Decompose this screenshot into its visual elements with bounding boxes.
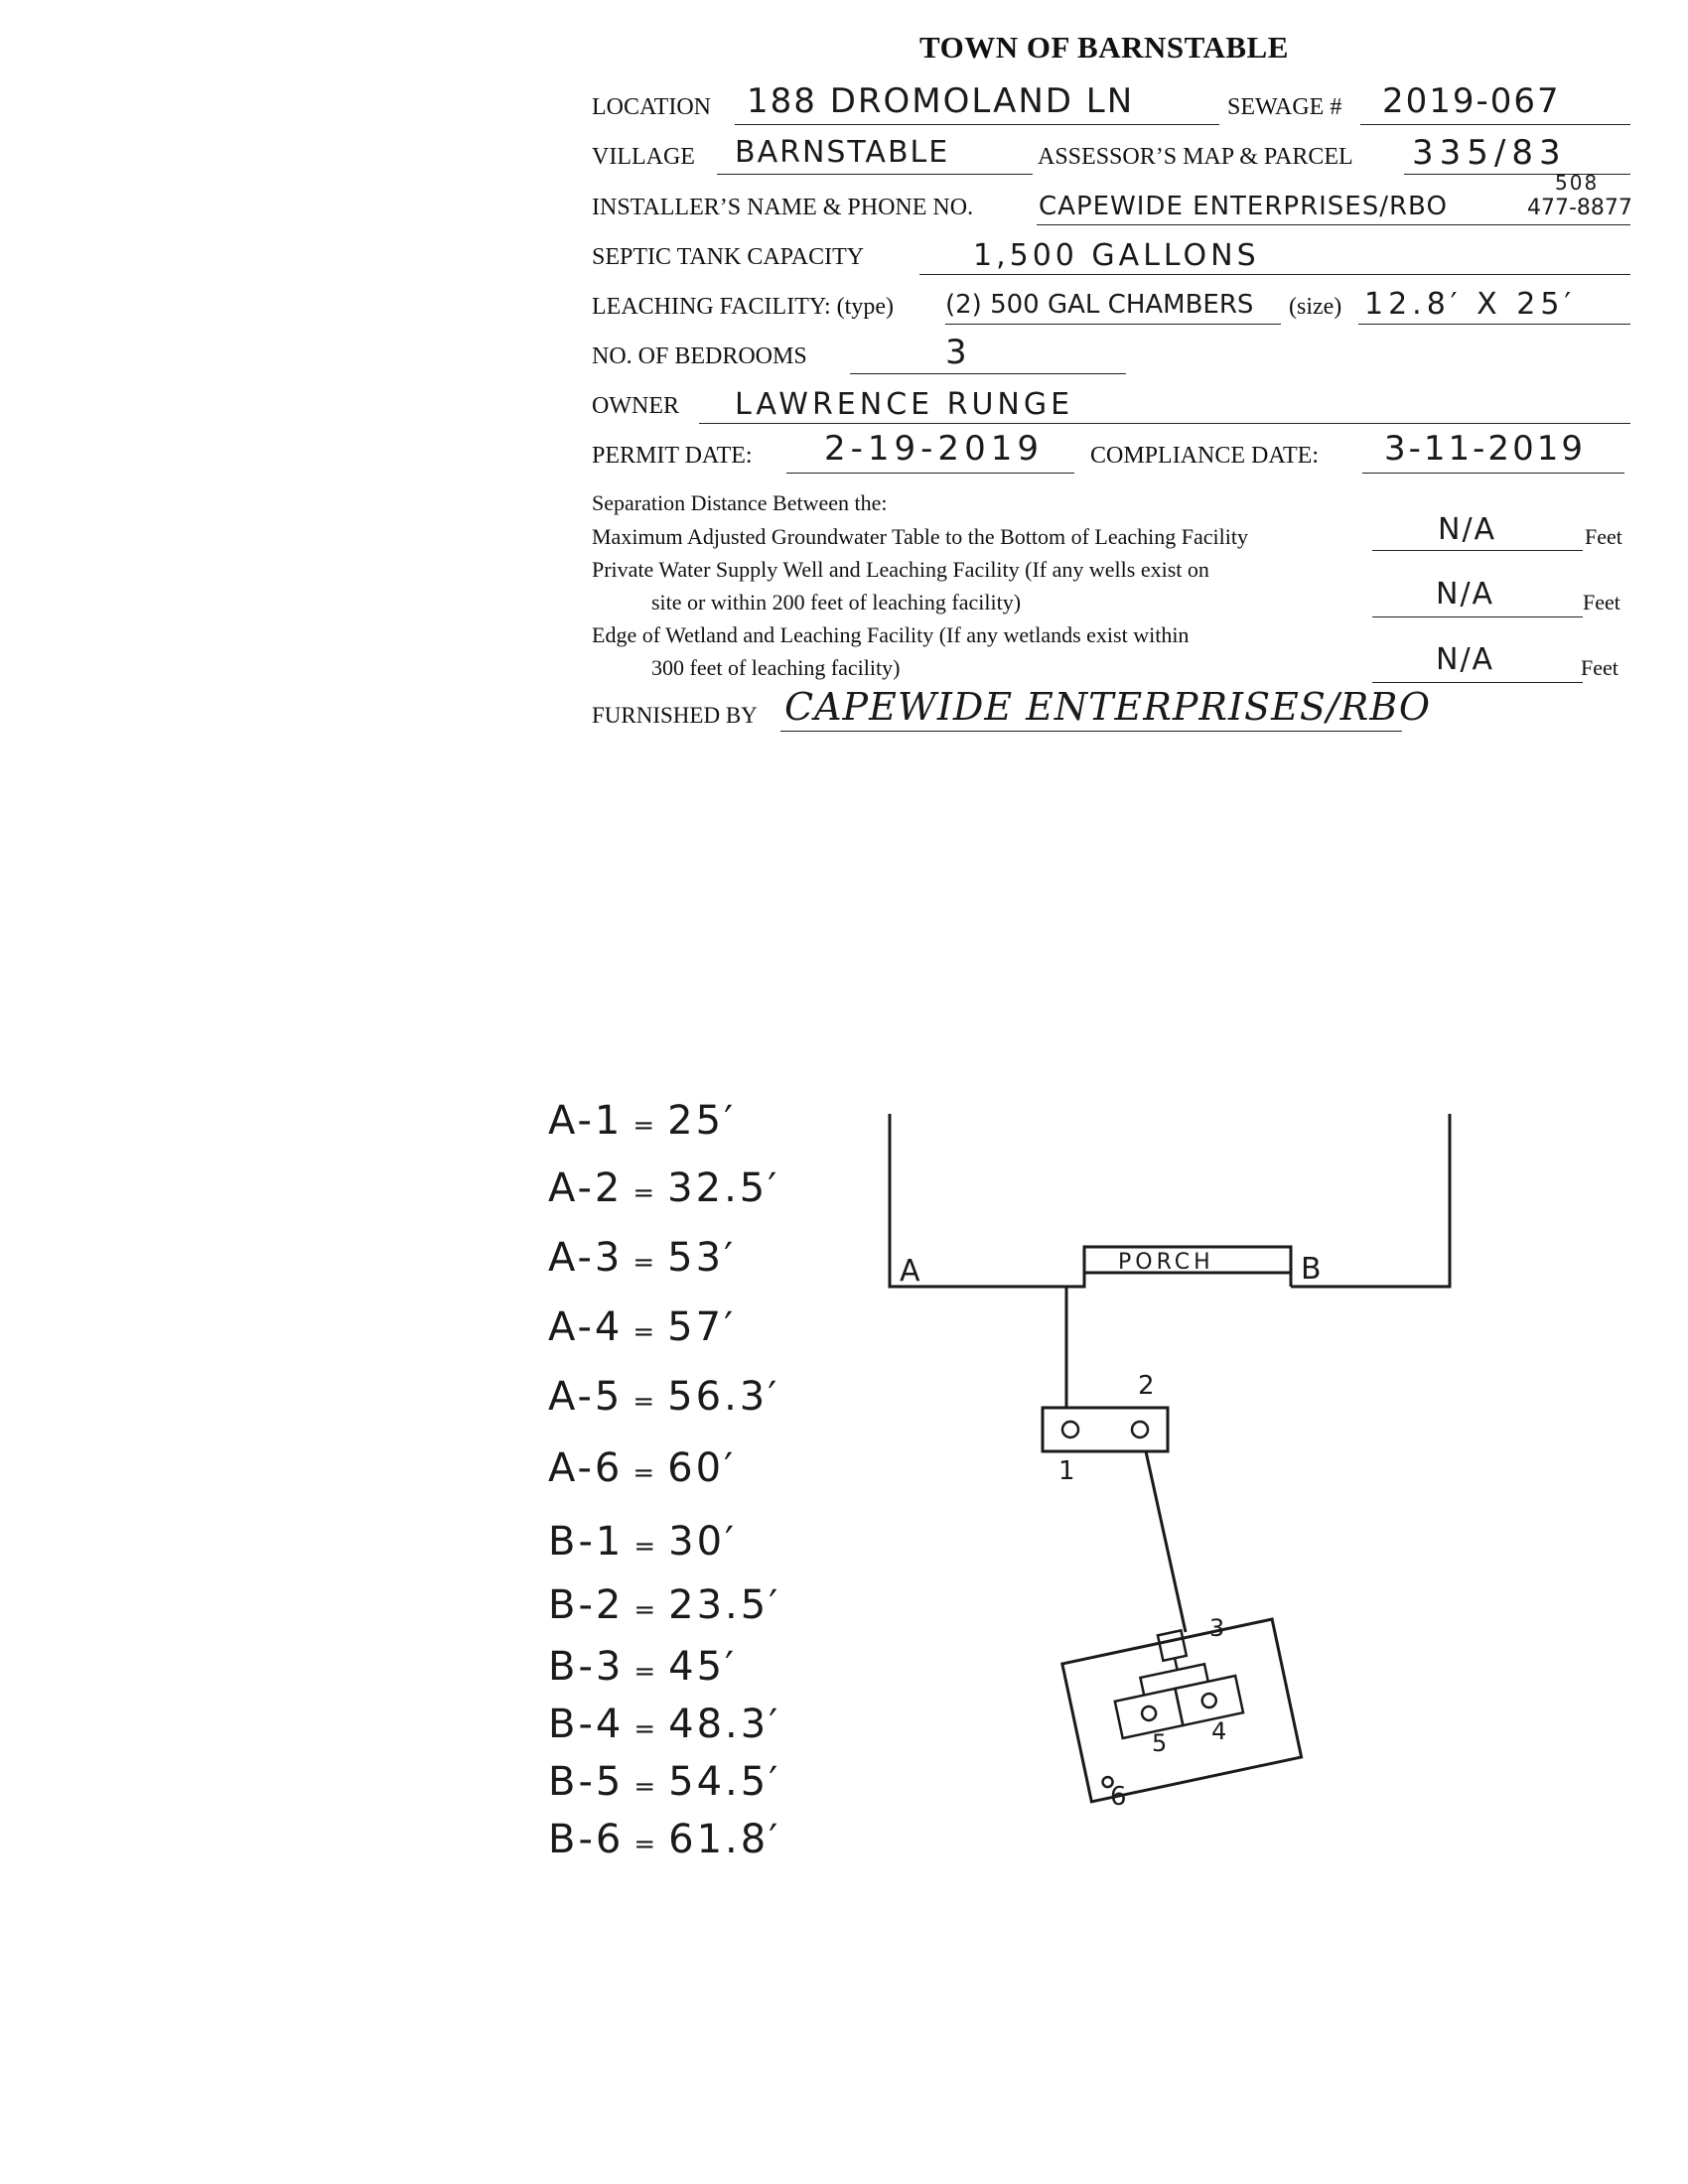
installer-phone: 477-8877 (1527, 196, 1632, 220)
tank-cover-2 (1132, 1422, 1148, 1437)
measurement-a-5: A-5 = 56.3′ (548, 1374, 780, 1420)
measurement-value: 61.8′ (668, 1817, 781, 1862)
leaching-field-outline (1062, 1619, 1302, 1802)
chamber-5-cover (1141, 1706, 1158, 1722)
furnished-signature: CAPEWIDE ENTERPRISES/RBO (784, 685, 1432, 729)
measurement-point: B-1 (548, 1519, 625, 1565)
point-label-3: 3 (1209, 1614, 1225, 1642)
leaching-label: LEACHING FACILITY: (type) (592, 294, 894, 320)
measurement-value: 48.3′ (668, 1702, 781, 1747)
separation-row-2-value: N/A (1436, 577, 1495, 612)
measurement-value: 32.5′ (667, 1165, 780, 1211)
village-label: VILLAGE (592, 144, 695, 170)
measurement-b-5: B-5 = 54.5′ (548, 1759, 781, 1805)
measurement-point: A-5 (548, 1374, 624, 1420)
measurement-a-2: A-2 = 32.5′ (548, 1165, 780, 1211)
distribution-box (1158, 1630, 1187, 1660)
tank-cover-1 (1062, 1422, 1078, 1437)
measurement-point: B-3 (548, 1644, 625, 1690)
separation-row-1-text: Maximum Adjusted Groundwater Table to the Bottom of Leaching Facility (592, 524, 1248, 549)
chamber-5 (1115, 1689, 1184, 1738)
separation-row-1-unit: Feet (1585, 524, 1622, 549)
location-label: LOCATION (592, 94, 711, 120)
measurement-point: B-6 (548, 1817, 625, 1862)
installer-area-code: 508 (1555, 171, 1600, 195)
measurement-b-6: B-6 = 61.8′ (548, 1817, 781, 1862)
tank-label: SEPTIC TANK CAPACITY (592, 244, 865, 270)
location-value: 188 DROMOLAND LN (747, 81, 1135, 121)
compliance-date-value: 3-11-2019 (1384, 429, 1586, 469)
leaching-area (1060, 1611, 1301, 1802)
chamber-4 (1175, 1676, 1243, 1725)
point-label-4: 4 (1211, 1717, 1227, 1745)
point-label-5: 5 (1152, 1729, 1168, 1757)
separation-row-2-text: Private Water Supply Well and Leaching Facility (If any wells exist on (592, 557, 1209, 582)
measurement-value: 45′ (668, 1644, 738, 1690)
separation-row-1-value: N/A (1438, 512, 1497, 547)
effluent-pipe (1146, 1451, 1186, 1632)
installer-label: INSTALLER’S NAME & PHONE NO. (592, 195, 974, 220)
measurement-value: 57′ (667, 1304, 737, 1350)
separation-row-2-unit: Feet (1583, 590, 1620, 614)
tank-value: 1,500 GALLONS (973, 238, 1260, 273)
measurement-b-4: B-4 = 48.3′ (548, 1702, 781, 1747)
page-title: TOWN OF BARNSTABLE (919, 30, 1289, 65)
measurement-value: 23.5′ (668, 1582, 781, 1628)
chamber-4-cover (1200, 1693, 1217, 1709)
measurement-value: 60′ (667, 1445, 737, 1491)
corner-label-a: A (900, 1254, 920, 1289)
measurement-value: 25′ (667, 1098, 737, 1144)
measurement-point: A-6 (548, 1445, 624, 1491)
point-label-2: 2 (1138, 1371, 1155, 1401)
measurement-point: A-1 (548, 1098, 624, 1144)
measurement-value: 54.5′ (668, 1759, 781, 1805)
porch-connector (1066, 1273, 1291, 1287)
measurement-value: 30′ (668, 1519, 738, 1565)
measurement-b-1: B-1 = 30′ (548, 1519, 738, 1565)
measurement-point: B-2 (548, 1582, 625, 1628)
point-label-6: 6 (1110, 1782, 1127, 1812)
separation-row-3-unit: Feet (1581, 655, 1618, 680)
separation-row-3-text: Edge of Wetland and Leaching Facility (If any wetlands exist within (592, 622, 1190, 647)
measurement-a-3: A-3 = 53′ (548, 1235, 737, 1281)
leaching-size-value: 12.8′ X 25′ (1364, 287, 1577, 322)
porch-label: PORCH (1118, 1250, 1214, 1275)
separation-row-2-text2: site or within 200 feet of leaching facility) (651, 590, 1022, 614)
village-value: BARNSTABLE (735, 135, 950, 170)
leaching-type-value: (2) 500 GAL CHAMBERS (945, 290, 1254, 320)
measurement-value: 53′ (667, 1235, 737, 1281)
owner-label: OWNER (592, 393, 679, 419)
bedrooms-value: 3 (945, 333, 969, 372)
map-parcel-label: ASSESSOR’S MAP & PARCEL (1038, 144, 1353, 170)
bedrooms-label: NO. OF BEDROOMS (592, 343, 807, 369)
map-parcel-value: 335/83 (1412, 133, 1567, 173)
permit-date-value: 2-19-2019 (824, 429, 1044, 469)
separation-heading: Separation Distance Between the: (592, 490, 888, 515)
leaching-size-label: (size) (1289, 294, 1342, 320)
compliance-date-label: COMPLIANCE DATE: (1090, 443, 1320, 469)
separation-row-3-value: N/A (1436, 642, 1495, 677)
measurement-value: 56.3′ (667, 1374, 780, 1420)
measurement-point: A-3 (548, 1235, 624, 1281)
measurement-a-6: A-6 = 60′ (548, 1445, 737, 1491)
measurement-a-1: A-1 = 25′ (548, 1098, 737, 1144)
separation-row-3-text2: 300 feet of leaching facility) (651, 655, 901, 680)
installer-value: CAPEWIDE ENTERPRISES/RBO (1039, 192, 1448, 221)
owner-value: LAWRENCE RUNGE (735, 387, 1074, 422)
measurement-point: A-4 (548, 1304, 624, 1350)
measurement-a-4: A-4 = 57′ (548, 1304, 737, 1350)
furnished-label: FURNISHED BY (592, 703, 758, 728)
sewage-value: 2019-067 (1382, 81, 1561, 121)
measurement-point: B-4 (548, 1702, 625, 1747)
point-label-1: 1 (1058, 1456, 1075, 1486)
measurement-point: B-5 (548, 1759, 625, 1805)
permit-date-label: PERMIT DATE: (592, 443, 753, 469)
measurement-point: A-2 (548, 1165, 624, 1211)
sewage-label: SEWAGE # (1227, 94, 1342, 120)
measurement-b-3: B-3 = 45′ (548, 1644, 738, 1690)
corner-label-b: B (1301, 1252, 1322, 1287)
measurement-b-2: B-2 = 23.5′ (548, 1582, 781, 1628)
